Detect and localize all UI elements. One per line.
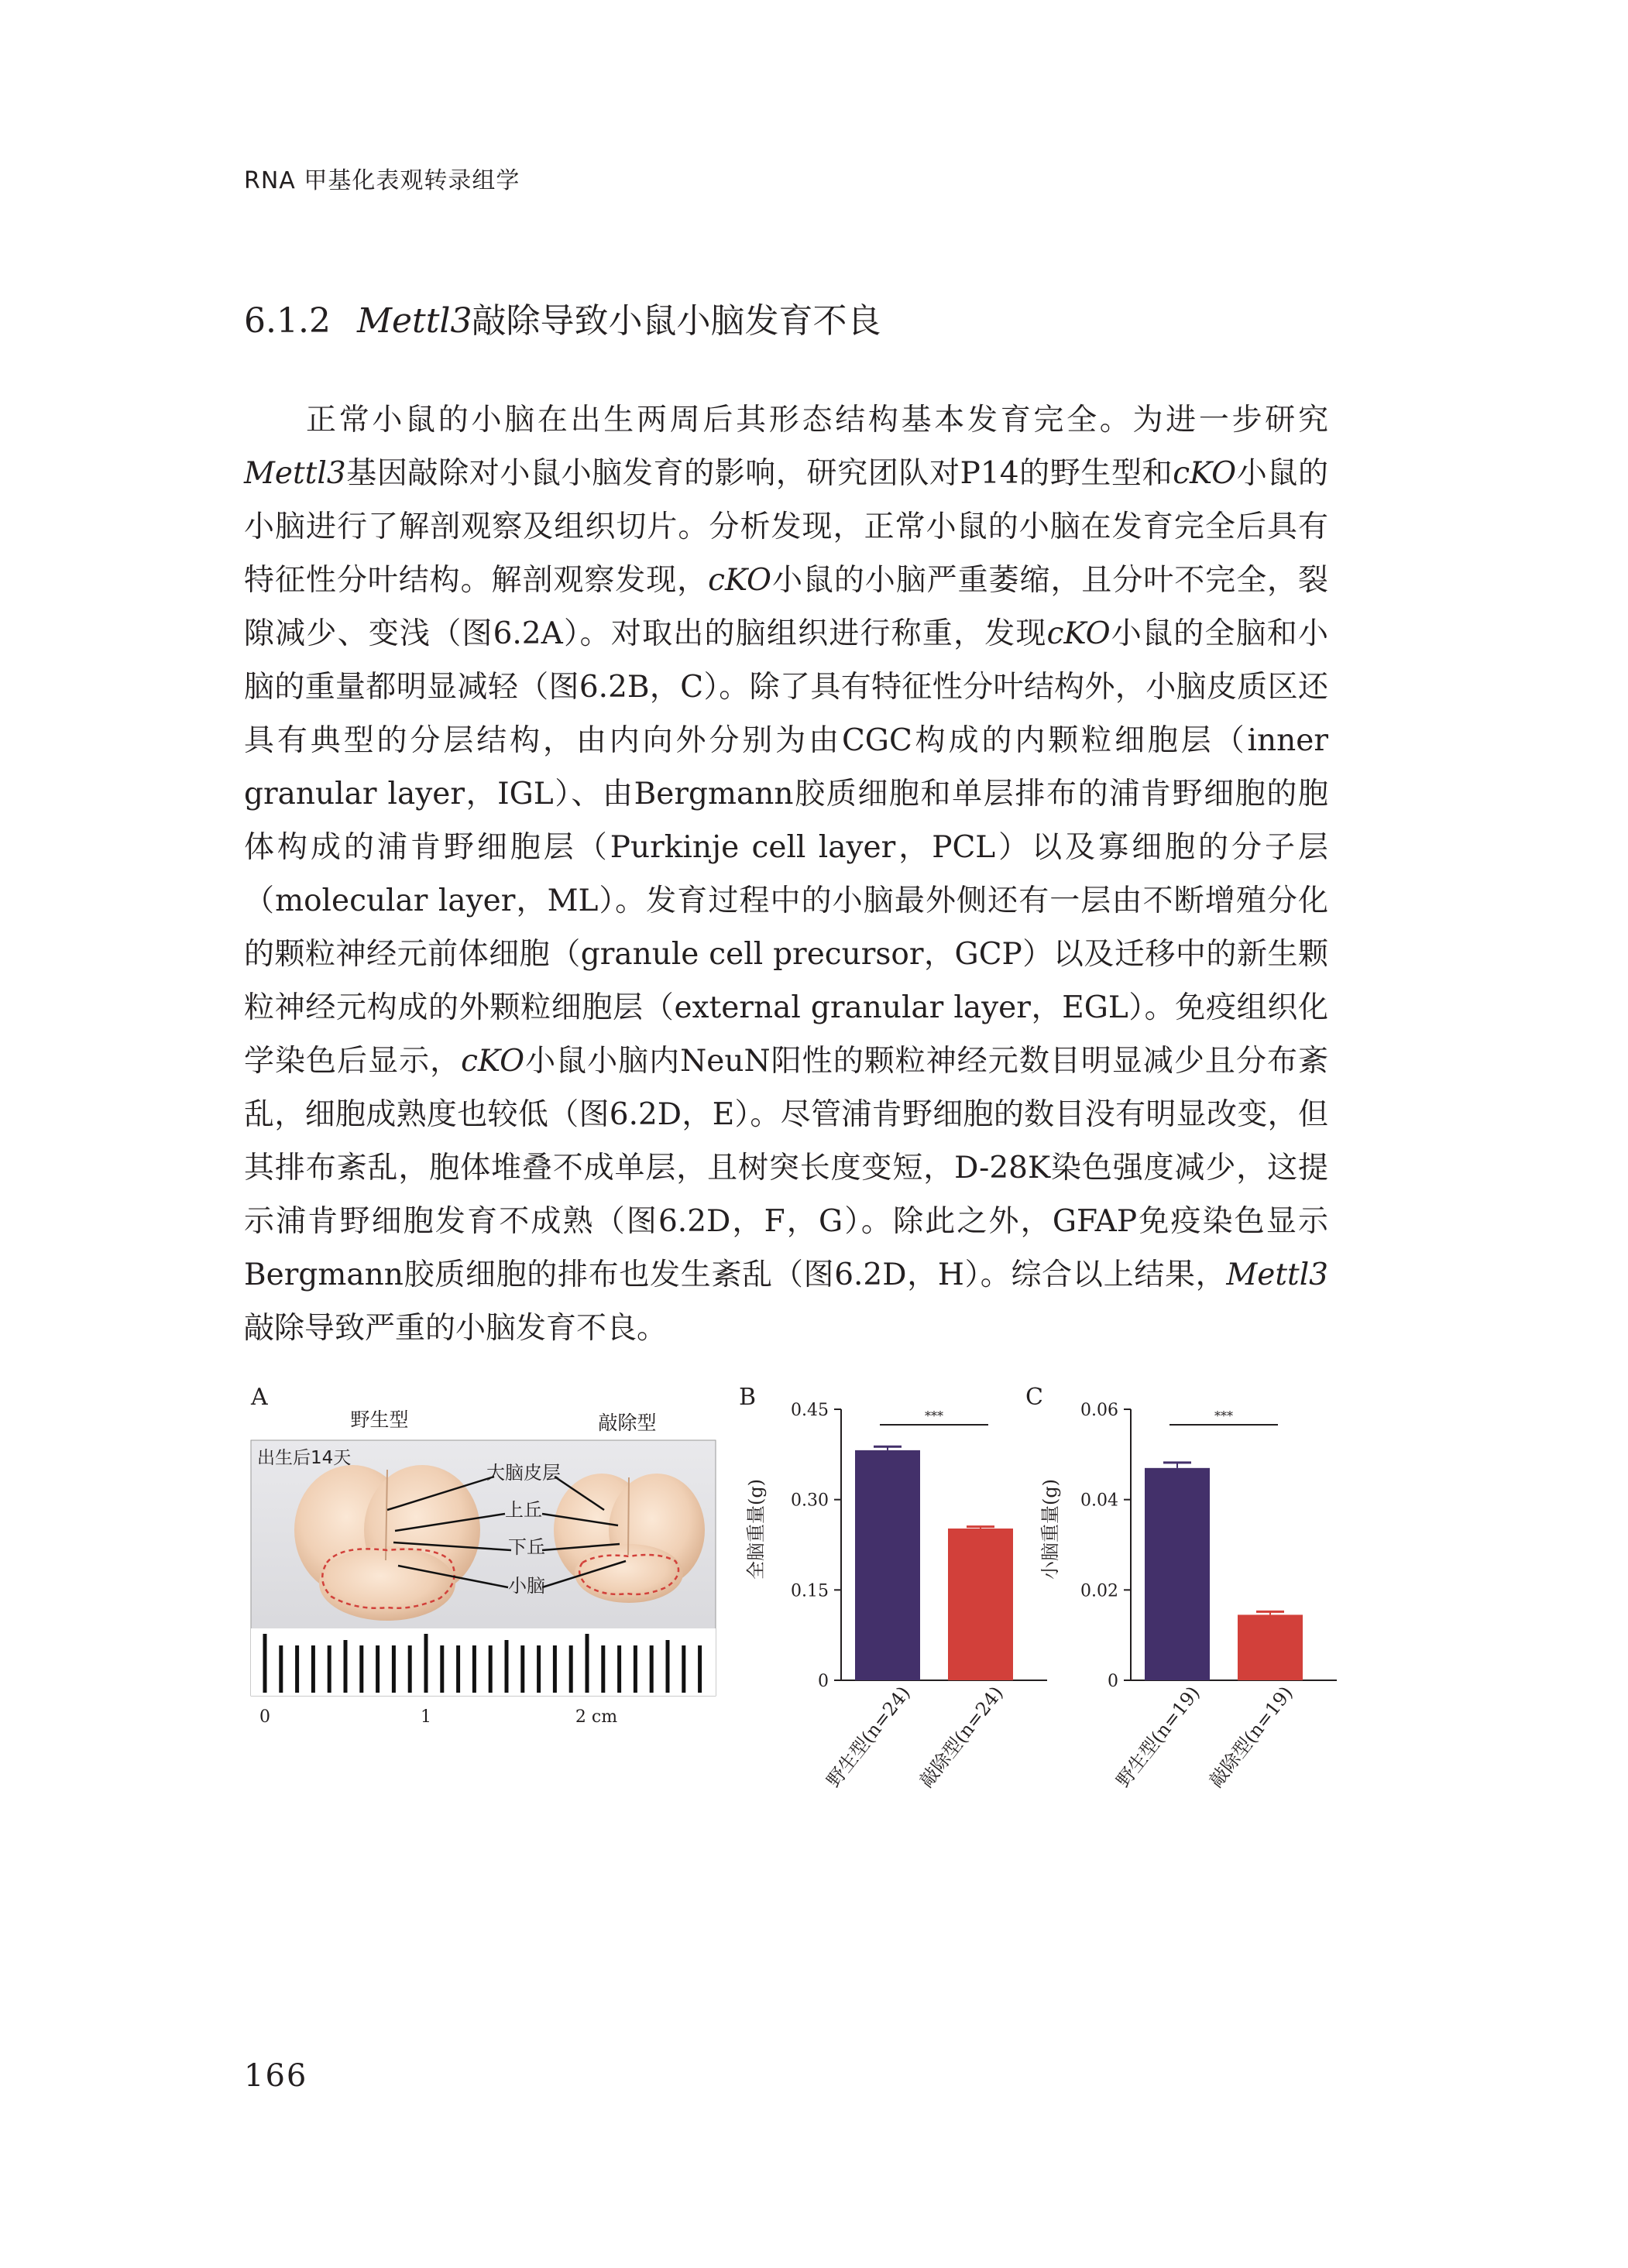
label-cerebral-cortex: 大脑皮层 (486, 1462, 561, 1484)
section-title (244, 293, 881, 342)
y-tick-label: 0.30 (791, 1491, 829, 1511)
bar-knockout (1238, 1614, 1303, 1680)
x-label-knockout: 敲除型(n=24) (915, 1682, 1008, 1792)
age-label: 出生后14天 (257, 1448, 352, 1468)
body-text (244, 393, 1328, 1355)
x-label-wild-type: 野生型(n=19) (1112, 1682, 1204, 1792)
running-head: RNA 甲基化表观转录组学 (244, 167, 520, 194)
x-label-wild-type: 野生型(n=24) (823, 1682, 915, 1792)
panel-b-letter: B (739, 1384, 757, 1411)
section-title-gene: Mettl3 (356, 301, 472, 341)
panel-c-ylabel: 小脑重量(g) (1039, 1478, 1061, 1580)
y-tick-label: 0.02 (1080, 1581, 1118, 1601)
ruler-label-0: 0 (259, 1707, 270, 1727)
figure-svg (232, 1378, 1355, 1812)
section-number: 6.1.2 (244, 301, 331, 341)
significance-label: *** (1214, 1408, 1233, 1423)
panel-c-letter: C (1025, 1384, 1043, 1411)
chart-cerebellum-weight (1025, 1384, 1337, 1791)
x-label-knockout: 敲除型(n=19) (1205, 1682, 1297, 1792)
page-number: 166 (244, 2058, 308, 2094)
y-tick-label: 0 (1108, 1672, 1118, 1691)
brain-photo (251, 1440, 716, 1696)
y-tick-label: 0.04 (1080, 1491, 1118, 1511)
ruler-label-1: 1 (421, 1707, 431, 1727)
panel-a-wt-label: 野生型 (350, 1408, 409, 1431)
y-tick-label: 0.15 (791, 1581, 829, 1601)
figure-6-2 (232, 1378, 1355, 1812)
ruler-label-2: 2 cm (575, 1707, 618, 1727)
label-inferior-colliculus: 下丘 (508, 1536, 545, 1558)
chart-whole-brain-weight (739, 1384, 1047, 1791)
section-title-text: 敲除导致小鼠小脑发育不良 (472, 301, 881, 341)
significance-label: *** (925, 1408, 943, 1423)
body-paragraph: 正常小鼠的小脑在出生两周后其形态结构基本发育完全。为进一步研究Mettl3基因敲除对小鼠小脑发育的影响，研究团队对P14的野生型和cKO小鼠的小脑进行了解剖观察及组织切片。分析发现，正常小鼠的小脑在发育完全后具有特征性分叶结构。解剖观察发现，cKO小鼠的小脑严重萎缩，且分叶不完全，裂隙减少、变浅（图6.2A）。对取出的脑组织进行称重，发现cKO小鼠的全脑和小脑的重量都明显减轻（图6.2B，C）。除了具有特征性分叶结构外，小脑皮质区还具有典型的分层结构，由内向外分别为由CGC构成的内颗粒细胞层（inner granular layer，IGL）、由Bergmann胶质细胞和单层排布的浦肯野细胞的胞体构成的浦肯野细胞层（Purkinje cell layer，PCL）以及寡细胞的分子层（molecular layer，ML）。发育过程中的小脑最外侧还有一层由不断增殖分化的颗粒神经元前体细胞（granule cell precursor，GCP）以及迁移中的新生颗粒神经元构成的外颗粒细胞层（external granular layer，EGL）。免疫组织化学染色后显示，cKO小鼠小脑内NeuN阳性的颗粒神经元数目明显减少且分布紊乱，细胞成熟度也较低（图6.2D，E）。尽管浦肯野细胞的数目没有明显改变，但其排布紊乱，胞体堆叠不成单层，且树突长度变短，D-28K染色强度减少，这提示浦肯野细胞发育不成熟（图6.2D，F，G）。除此之外，GFAP免疫染色显示Bergmann胶质细胞的排布也发生紊乱（图6.2D，H）。综合以上结果，Mettl3敲除导致严重的小脑发育不良。 (244, 403, 1328, 1346)
bar-wild-type (855, 1450, 920, 1680)
label-superior-colliculus: 上丘 (505, 1499, 542, 1521)
panel-b-ylabel: 全脑重量(g) (745, 1478, 767, 1580)
bar-knockout (948, 1529, 1013, 1680)
label-cerebellum: 小脑 (508, 1575, 545, 1597)
bar-wild-type (1145, 1468, 1210, 1680)
y-tick-label: 0.06 (1080, 1401, 1118, 1420)
panel-a-ko-label: 敲除型 (598, 1412, 657, 1434)
panel-a-letter: A (251, 1384, 268, 1411)
y-tick-label: 0 (818, 1672, 829, 1691)
y-tick-label: 0.45 (791, 1401, 829, 1420)
